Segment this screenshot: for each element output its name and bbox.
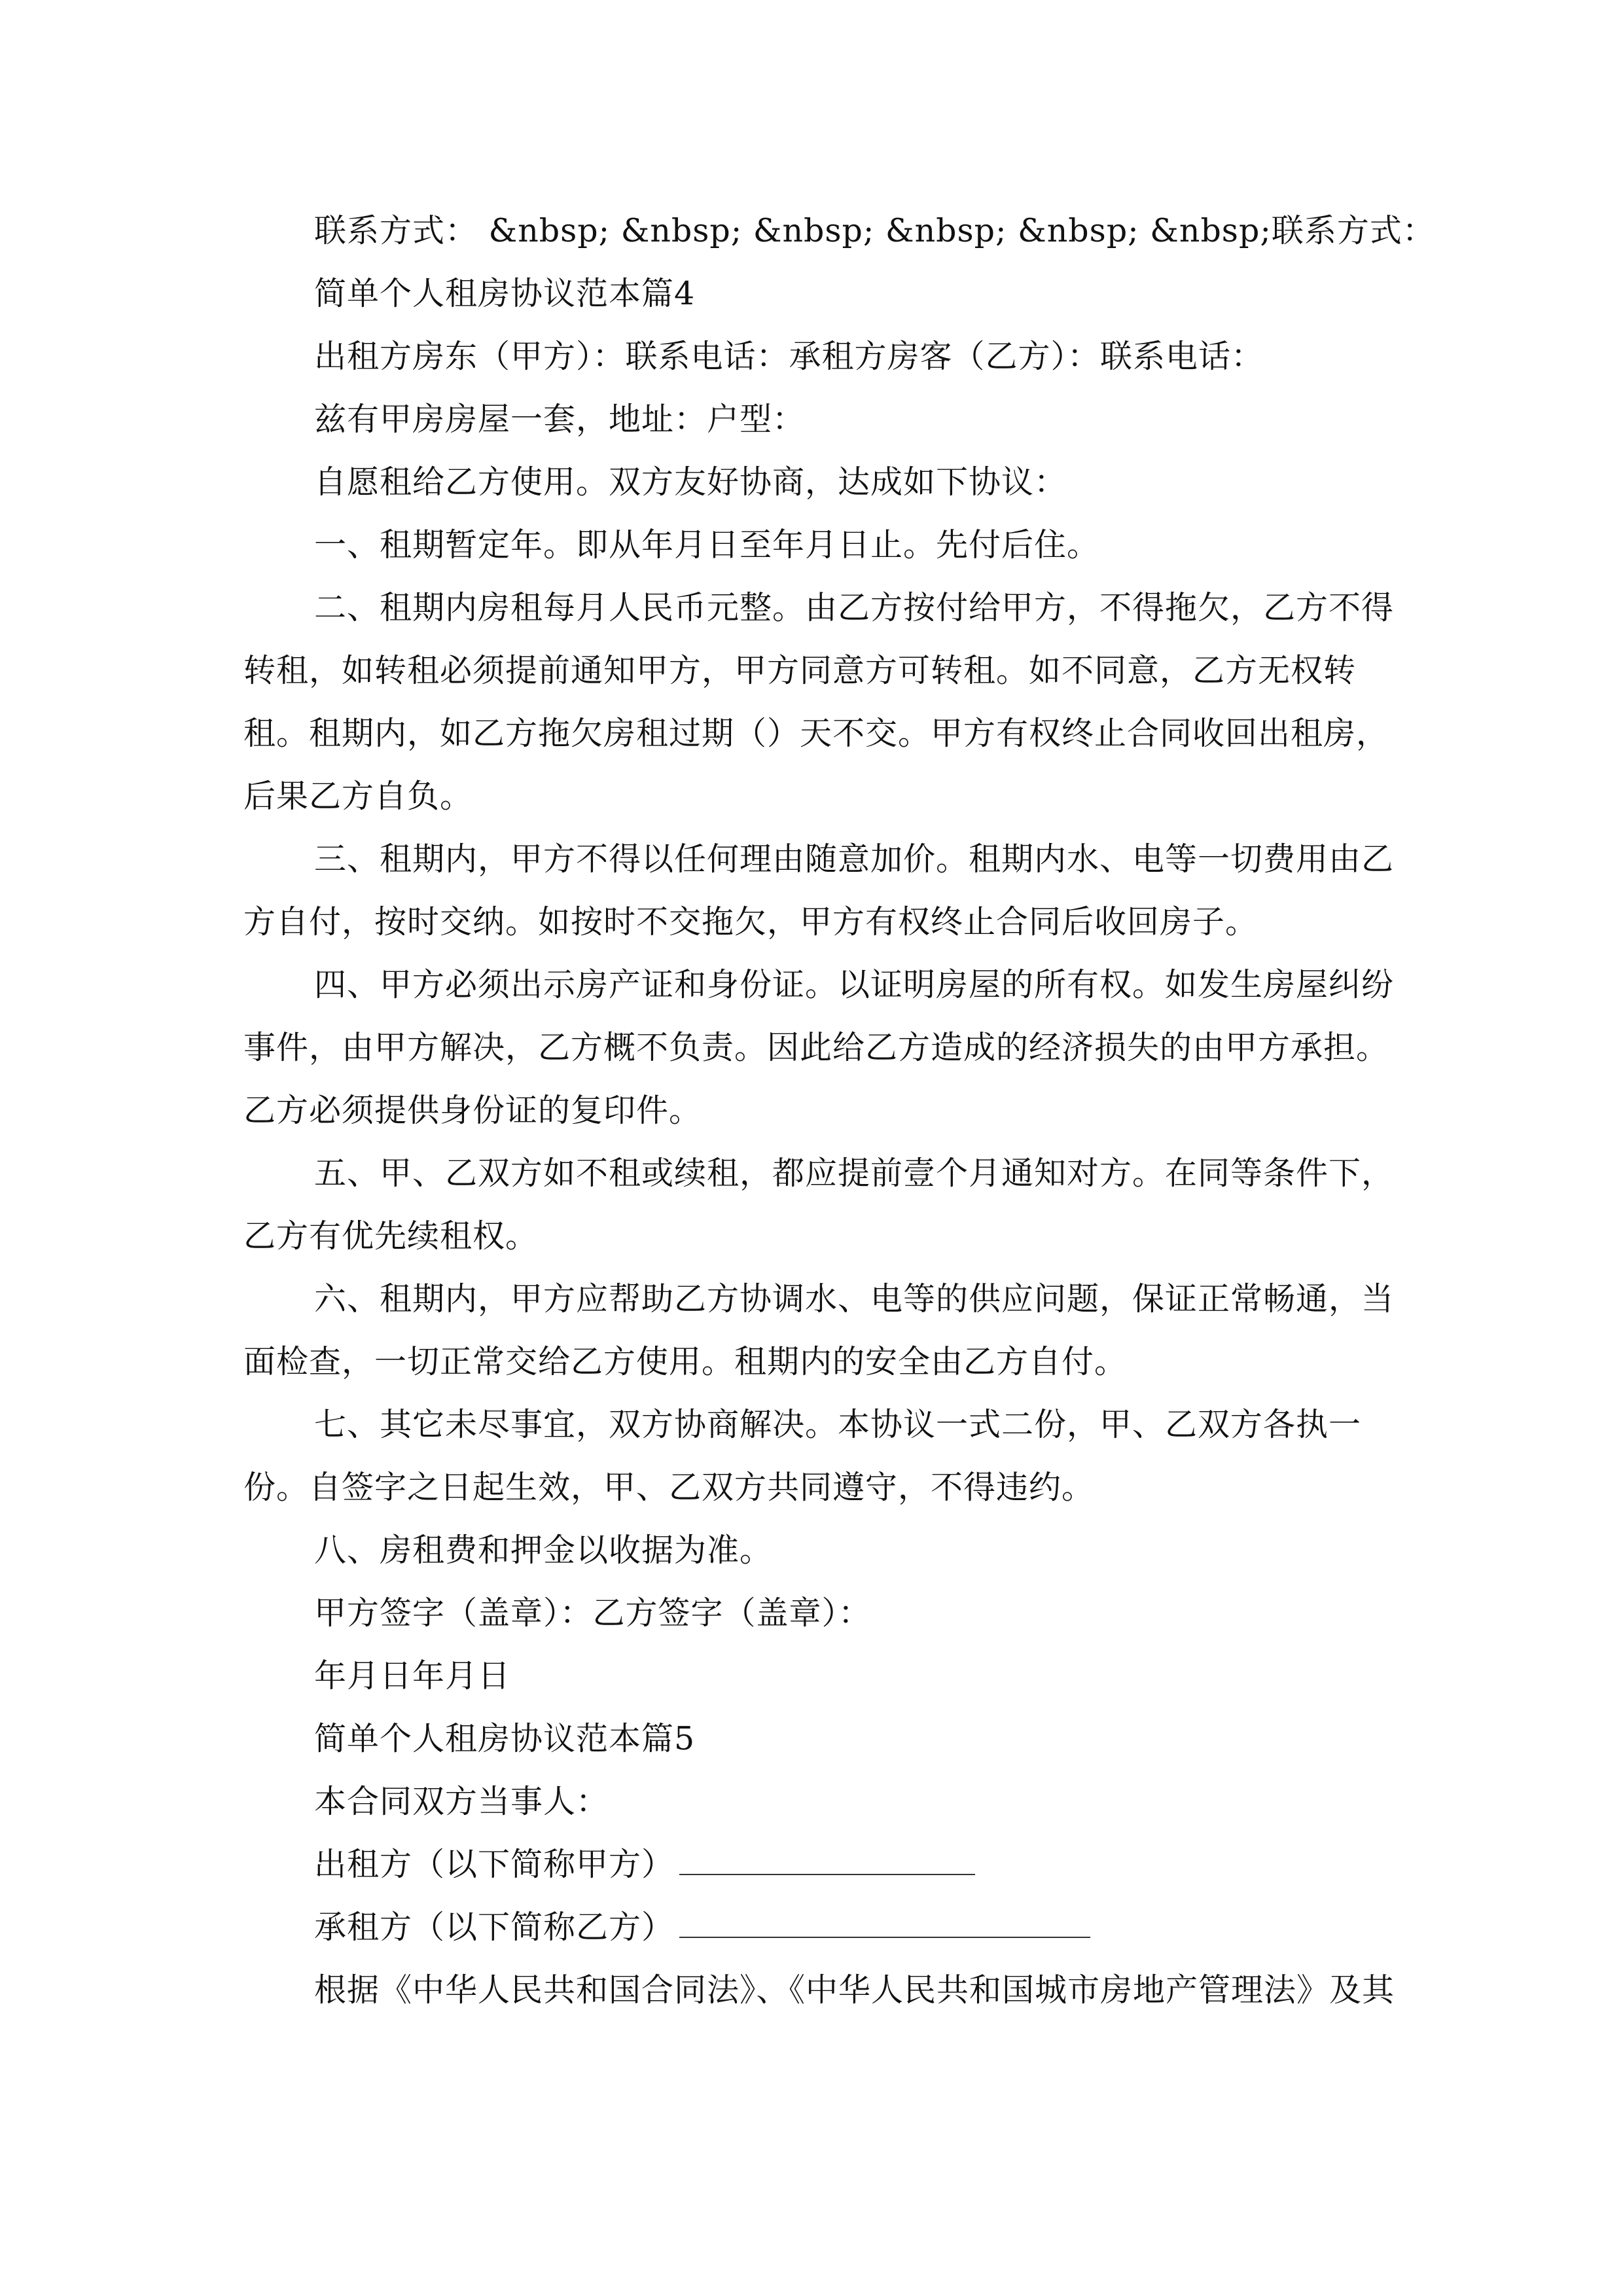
- section-heading-5: 简单个人租房协议范本篇5: [314, 1720, 696, 1757]
- parties-contact-line: 出租方房东（甲方）：联系电话：承租方房客（乙方）：联系电话：: [314, 338, 1264, 375]
- lessor-blank: [679, 1867, 975, 1875]
- clause-7: 七、其它未尽事宜，双方协商解决。本协议一式二份，甲、乙双方各执一份。自签字之日起生效，甲、乙双方共同遵守，不得违约。: [243, 1406, 1362, 1506]
- legal-basis-line: 根据《中华人民共和国合同法》、《中华人民共和国城市房地产管理法》及其: [314, 1971, 1395, 2009]
- clause-3: 三、租期内，甲方不得以任何理由随意加价。租期内水、电等一切费用由乙方自付，按时交纳。如按时不交拖欠，甲方有权终止合同后收回房子。: [243, 840, 1395, 941]
- lessee-line: [243, 1896, 1395, 1959]
- date-line: 年月日年月日: [314, 1657, 511, 1695]
- signature-line: 甲方签字（盖章）：乙方签字（盖章）：: [314, 1594, 872, 1632]
- property-address-line: 兹有甲房房屋一套，地址：户型：: [314, 401, 806, 438]
- clause-4: 四、甲方必须出示房产证和身份证。以证明房屋的所有权。如发生房屋纠纷事件，由甲方解决，乙方概不负责。因此给乙方造成的经济损失的由甲方承担。乙方必须提供身份证的复印件。: [243, 966, 1395, 1129]
- clause-8: 八、房租费和押金以收据为准。: [314, 1532, 773, 1569]
- clause-1: 一、租期暂定年。即从年月日至年月日止。先付后住。: [314, 526, 1100, 564]
- parties-intro: 本合同双方当事人：: [314, 1783, 609, 1820]
- lessee-blank: [679, 1930, 1090, 1938]
- agreement-intro: 自愿租给乙方使用。双方友好协商，达成如下协议：: [314, 463, 1067, 501]
- contact-line: 联系方式： &nbsp; &nbsp; &nbsp; &nbsp; &nbsp; &nbsp;联系方式：: [314, 212, 1435, 249]
- clause-5: 五、甲、乙双方如不租或续租，都应提前壹个月通知对方。在同等条件下，乙方有优先续租权。: [243, 1155, 1395, 1255]
- lessee-label: 承租方（以下简称乙方）: [314, 1909, 675, 1946]
- lessor-label: 出租方（以下简称甲方）: [314, 1846, 675, 1883]
- lessor-line: [243, 1833, 1395, 1896]
- document-body: [243, 200, 1435, 2022]
- section-heading-4: 简单个人租房协议范本篇4: [314, 275, 696, 312]
- clause-2: 二、租期内房租每月人民币元整。由乙方按付给甲方，不得拖欠，乙方不得转租，如转租必须提前通知甲方，甲方同意方可转租。如不同意，乙方无权转租。租期内，如乙方拖欠房租过期（）天不交。甲方有权终止合同收回出租房，后果乙方自负。: [243, 589, 1395, 815]
- clause-6: 六、租期内，甲方应帮助乙方协调水、电等的供应问题，保证正常畅通，当面检查，一切正常交给乙方使用。租期内的安全由乙方自付。: [243, 1280, 1395, 1380]
